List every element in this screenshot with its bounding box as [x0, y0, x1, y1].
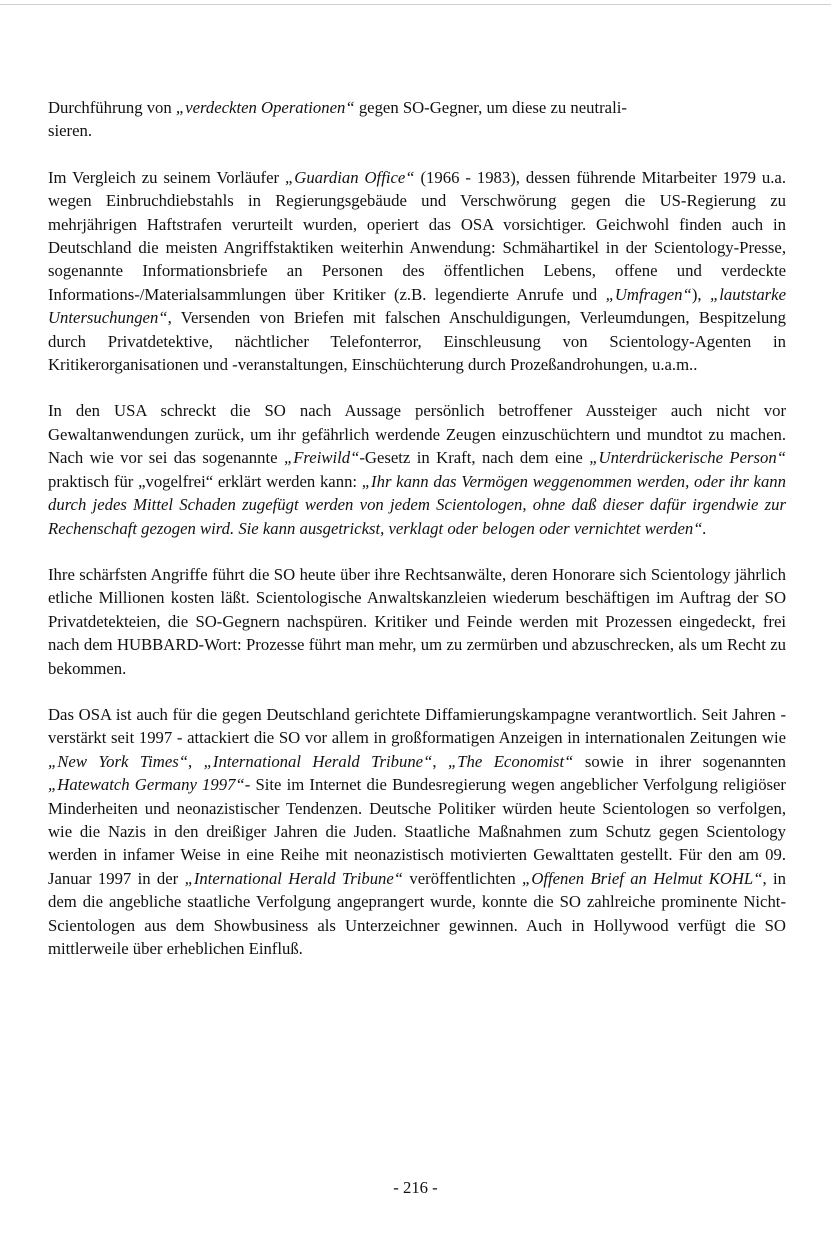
paragraph-1 [48, 96, 786, 143]
italic-run: „Umfragen“ [605, 284, 692, 304]
italic-run: „New York Times“ [48, 751, 189, 771]
text-run: , Versenden von Briefen mit falschen Anschuldigungen, Verleumdungen, Bespitzelung durch Privatdetektive, nächtlicher Telefonterror, Einschleusung von Scientology-Agenten in Kritikerorganisationen und -veranstaltungen, Einschüchterung durch Prozeßandrohungen, u.a.m.. [48, 308, 786, 375]
text-run: Das OSA ist auch für die gegen Deutschland gerichtete Diffamierungskampagne verantwortlich. Seit Jahren - verstärkt seit 1997 - attackiert die SO vor allem in großformatigen Anzeigen in internationalen Zeitungen wie [48, 704, 786, 748]
text-run: ), [691, 284, 710, 304]
italic-run: „Offenen Brief an Helmut KOHL“ [522, 868, 763, 888]
text-run: veröffentlichten [403, 868, 523, 888]
text-run: , in dem die angebliche staatliche Verfolgung angeprangert wurde, konnte die SO zahlreiche prominente Nicht-Scientologen aus dem Showbusiness als Unterzeichner gewinnen. Auch in Hollywood verfügt die SO mittlerweile über erheblichen Einfluß. [48, 868, 786, 958]
text-run: Ihre schärfsten Angriffe führt die SO heute über ihre Rechtsanwälte, deren Honorare sich Scientology jährlich etliche Millionen kosten läßt. Scientologische Anwaltskanzleien wiederum beschäftigen im Auftrag der SO Privatdetekteien, die SO-Gegnern nachspüren. Kritiker und Feinde werden mit Prozessen eingedeckt, frei nach dem HUBBARD-Wort: Prozesse führt man mehr, um zu zermürben und abzuschrecken, als um Recht zu bekommen. [48, 564, 786, 678]
italic-run: „Freiwild“ [283, 448, 360, 468]
text-run: , [188, 751, 204, 771]
scan-top-edge [0, 4, 831, 5]
text-run: (1966 - 1983), dessen führende Mitarbeiter 1979 u.a. wegen Einbruchdiebstahls in Regierungsgebäude und Verschwörung gegen die US-Regierung zu mehrjährigen Haftstrafen verurteilt wurden, operiert das OSA vorsichtiger. Geichwohl finden auch in Deutschland die meisten Angriffstaktiken weiterhin Anwendung: Schmähartikel in der Scientology-Presse, sogenannte Informationsbriefe an Personen des öffentlichen Lebens, offene und verdeckte Informations-/Materialsammlungen über Kritiker (z.B. legendierte Anrufe und [48, 167, 786, 304]
paragraph-3 [48, 399, 786, 539]
page-number: - 216 - [393, 1178, 438, 1197]
italic-run: „Unterdrückerische Person“ [589, 448, 786, 468]
text-run: gegen SO-Gegner, um diese zu neutrali- [354, 98, 627, 117]
italic-run: „lautstarke Untersuchungen“ [48, 284, 786, 328]
text-run: -Gesetz in Kraft, nach dem eine [359, 448, 590, 468]
italic-run: „verdeckten Operationen“ [175, 98, 355, 117]
italic-run: „The Economist“ [447, 751, 574, 771]
text-run: Im Vergleich zu seinem Vorläufer [48, 167, 285, 187]
italic-run: „International Herald Tribune“ [184, 868, 404, 888]
italic-run: „International Herald Tribune“ [203, 751, 433, 771]
text-run: - Site im Internet die Bundesregierung wegen angeblicher Verfolgung religiöser Minderheiten und neonazistischer Tendenzen. Deutsche Politiker würden heute Scientologen so verfolgen, wie die Nazis in den dreißiger Jahren die Juden. Staatliche Maßnahmen zum Schutz gegen Scientology werden in infamer Weise in eine Reihe mit neonazistisch motivierten Gewalttaten gestellt. Für den am 09. Januar 1997 in der [48, 775, 786, 888]
italic-run: „Hatewatch Germany 1997“ [48, 775, 245, 795]
paragraph-2 [48, 166, 786, 377]
text-run: sowie in ihrer sogenannten [573, 751, 787, 771]
paragraph-4 [48, 563, 786, 680]
paragraph-5 [48, 703, 786, 960]
document-body [48, 96, 786, 983]
text-run: , [432, 751, 448, 771]
text-run: sieren. [48, 121, 93, 141]
italic-run: „Ihr kann das Vermögen weggenommen werden, oder ihr kann durch jedes Mittel Schaden zugefügt werden von jedem Scientologen, ohne daß dieser dafür irgendwie zur Rechenschaft gezogen wird. Sie kann ausgetrickst, verklagt oder belogen oder vernichtet werden“. [48, 471, 786, 538]
text-run: In den USA schreckt die SO nach Aussage persönlich betroffener Aussteiger auch nicht vor Gewaltanwendungen zurück, um ihr gefährlich werdende Zeugen einzuschüchtern und mundtot zu machen. Nach wie vor sei das sogenannte [48, 401, 786, 468]
text-run: Durchführung von [48, 98, 176, 117]
text-run: praktisch für „vogelfrei“ erklärt werden kann: [48, 471, 362, 491]
italic-run: „Guardian Office“ [285, 167, 415, 187]
